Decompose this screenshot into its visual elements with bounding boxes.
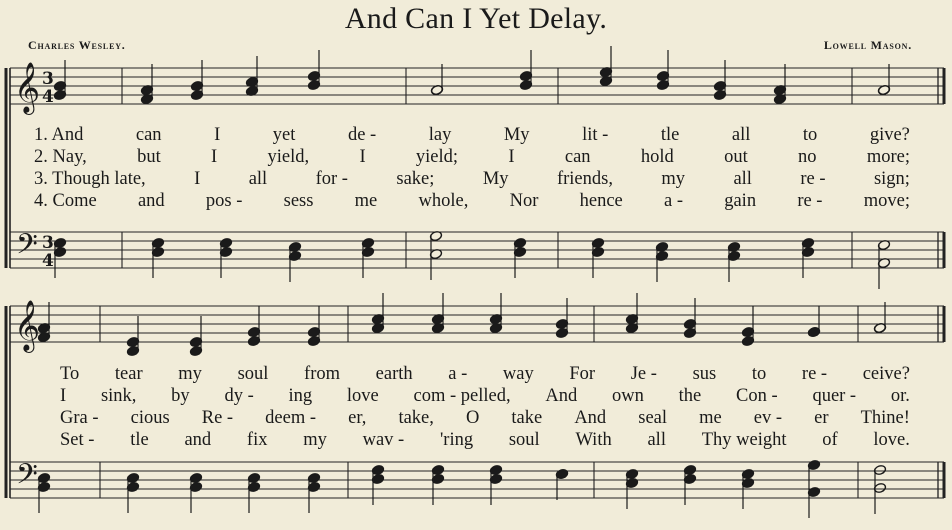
lyric-word: tear <box>114 364 143 384</box>
lyric-word: ing <box>288 386 313 406</box>
treble-clef-icon: 𝄞 <box>14 62 41 113</box>
lyric-word: and <box>137 191 165 211</box>
lyric-word: er, <box>348 408 367 428</box>
lyric-word: sink, <box>100 386 137 406</box>
lyric-word: Gra - <box>60 408 99 428</box>
lyric-word: yield, <box>267 147 310 167</box>
lyric-word: sus <box>692 364 717 384</box>
lyric-word: love. <box>873 430 910 450</box>
verse-2-line-1 <box>34 146 910 168</box>
lyric-word: Thine! <box>860 408 910 428</box>
lyric-word: all <box>647 430 666 450</box>
hymn-title: And Can I Yet Delay. <box>344 2 608 35</box>
bass-clef-icon: 𝄢 <box>16 228 38 268</box>
lyric-word: quer - <box>812 386 857 406</box>
lyric-word: tle <box>660 125 680 145</box>
lyric-word: Thy weight <box>701 430 787 450</box>
lyric-word: can <box>135 125 162 145</box>
lyric-word: and <box>184 430 212 450</box>
verse-3-line-2 <box>60 407 910 429</box>
verse-4-line-2 <box>60 429 910 451</box>
lyric-word: move; <box>863 191 910 211</box>
lyric-word: or. <box>890 386 910 406</box>
lyric-word: gain <box>724 191 757 211</box>
lyric-word: whole, <box>418 191 469 211</box>
lyric-word: soul <box>237 364 269 384</box>
verse-4-line-1 <box>34 190 910 212</box>
lyric-word: dy - <box>224 386 254 406</box>
lyric-word: And <box>574 408 607 428</box>
lyric-word: by <box>171 386 190 406</box>
lyric-word: yet <box>272 125 296 145</box>
lyric-word: all <box>731 125 751 145</box>
lyric-word: but <box>137 147 161 167</box>
lyric-word: hold <box>640 147 674 167</box>
lyric-word: re - <box>801 364 828 384</box>
lyric-word: friends, <box>556 169 613 189</box>
lyric-word: to <box>802 125 818 145</box>
time-signature-treble: 4 <box>42 87 54 107</box>
lyric-word: Nor <box>509 191 539 211</box>
lyric-word: 2. Nay, <box>34 147 87 167</box>
lyric-word: fix <box>246 430 268 450</box>
lyric-word: Je - <box>630 364 657 384</box>
lyric-word: With <box>575 430 612 450</box>
time-signature-bass: 4 <box>42 251 54 271</box>
lyric-word: no <box>798 147 817 167</box>
lyric-word: for - <box>315 169 348 189</box>
verse-2-line-2 <box>60 385 910 407</box>
lyric-word: seal <box>638 408 668 428</box>
lyric-word: sess <box>283 191 314 211</box>
verse-3-line-1 <box>34 168 910 190</box>
lyric-word: I <box>194 169 201 189</box>
lyric-word: Set - <box>60 430 95 450</box>
lyric-word: I <box>508 147 515 167</box>
lyric-word: soul <box>508 430 540 450</box>
lyric-word: more; <box>866 147 910 167</box>
lyric-word: the <box>678 386 702 406</box>
lyric-word: Con - <box>736 386 778 406</box>
lyric-word: own <box>612 386 644 406</box>
lyric-word: And <box>545 386 578 406</box>
lyric-word: I <box>359 147 366 167</box>
lyric-word: take, <box>398 408 434 428</box>
lyric-word: pos - <box>205 191 243 211</box>
lyric-word: my <box>661 169 686 189</box>
lyric-word: O <box>465 408 480 428</box>
lyric-word: out <box>724 147 748 167</box>
lyric-word: For <box>569 364 596 384</box>
lyric-word: My <box>482 169 509 189</box>
lyric-word: I <box>211 147 218 167</box>
lyric-word: can <box>564 147 591 167</box>
lyric-word: of <box>822 430 838 450</box>
lyric-word: lit - <box>582 125 609 145</box>
lyric-word: sign; <box>873 169 910 189</box>
lyric-word: to <box>751 364 767 384</box>
lyric-word: all <box>248 169 268 189</box>
lyric-word: earth <box>375 364 413 384</box>
lyric-word: yield; <box>415 147 459 167</box>
lyric-word: way <box>502 364 534 384</box>
lyric-word: me <box>699 408 722 428</box>
lyric-word: To <box>60 364 80 384</box>
lyric-word: tle <box>130 430 149 450</box>
lyric-word: wav - <box>362 430 405 450</box>
lyric-word: I <box>214 125 221 145</box>
lyric-word: I <box>60 386 67 406</box>
lyric-word: sake; <box>396 169 435 189</box>
composer-credit: Lowell Mason. <box>823 38 912 52</box>
lyric-word: a - <box>448 364 468 384</box>
time-signature-treble: 3 <box>42 69 54 89</box>
verse-1-line-1 <box>34 124 910 146</box>
lyric-word: Re - <box>201 408 234 428</box>
lyric-word: 4. Come <box>34 191 97 211</box>
lyric-word: er <box>814 408 829 428</box>
lyric-word: me <box>354 191 378 211</box>
lyric-word: 'ring <box>439 430 474 450</box>
lyric-word: re - <box>797 191 823 211</box>
lyric-word: give? <box>869 125 910 145</box>
lyric-word: 1. And <box>34 125 84 145</box>
time-signature-bass: 3 <box>42 233 54 253</box>
lyric-word: take <box>511 408 543 428</box>
lyric-word: cious <box>130 408 170 428</box>
lyric-word: de - <box>347 125 377 145</box>
lyric-word: ev - <box>753 408 783 428</box>
bass-clef-icon: 𝄢 <box>16 458 38 498</box>
lyric-word: love <box>346 386 379 406</box>
lyric-word: re - <box>800 169 826 189</box>
lyric-word: a - <box>663 191 683 211</box>
author-credit: Charles Wesley. <box>28 38 126 52</box>
lyric-word: hence <box>579 191 623 211</box>
lyric-word: 3. Though late, <box>34 169 146 189</box>
treble-clef-icon: 𝄞 <box>14 300 41 351</box>
lyric-word: My <box>503 125 530 145</box>
lyric-word: from <box>304 364 341 384</box>
lyric-word: my <box>178 364 202 384</box>
lyric-word: my <box>303 430 327 450</box>
lyric-word: all <box>733 169 752 189</box>
verse-1-line-2 <box>60 363 910 385</box>
lyric-word: lay <box>428 125 452 145</box>
lyric-word: com - pelled, <box>413 386 511 406</box>
lyric-word: deem - <box>265 408 317 428</box>
lyric-word: ceive? <box>862 364 910 384</box>
